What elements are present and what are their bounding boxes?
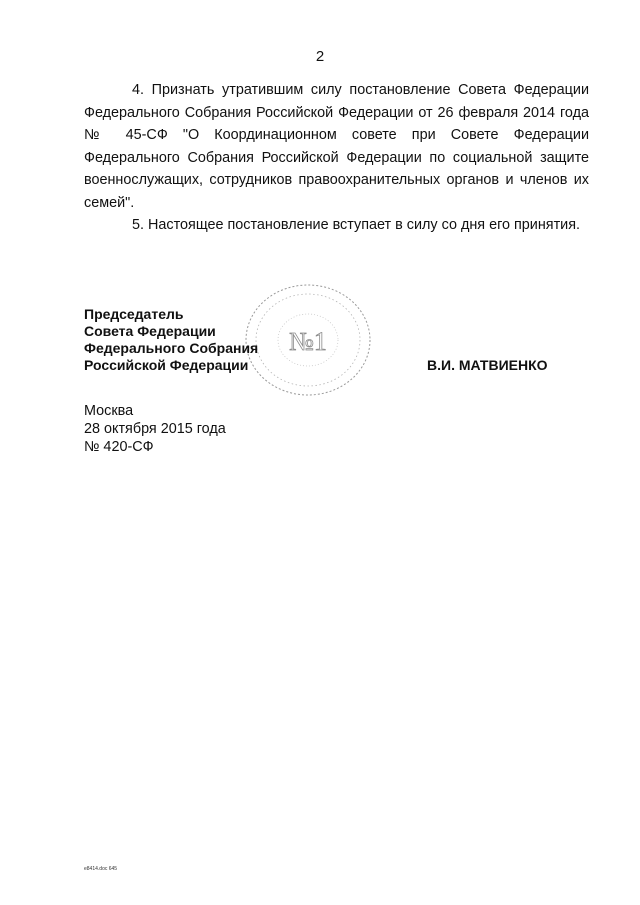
- seal-stamp: [238, 278, 378, 402]
- footer-code: e8414.doc 645: [84, 866, 118, 872]
- place-and-date: [84, 402, 226, 456]
- body-text: [84, 79, 589, 237]
- page-number: 2: [315, 48, 325, 65]
- document-number: № 420-СФ: [84, 439, 154, 455]
- signatory-position-line-1: Председатель: [84, 306, 184, 322]
- signatory-name: В.И. МАТВИЕНКО: [427, 357, 548, 373]
- signature-block: [84, 306, 258, 374]
- signatory-position-line-2: Совета Федерации: [84, 323, 216, 339]
- signatory-position-line-4: Российской Федерации: [84, 357, 249, 373]
- paragraph-5: 5. Настоящее постановление вступает в силу со дня его принятия.: [132, 217, 581, 233]
- date: 28 октября 2015 года: [84, 421, 226, 437]
- seal-number: №1: [289, 327, 327, 356]
- place: Москва: [84, 403, 134, 419]
- paragraph-4: 4. Признать утратившим силу постановление Совета Федерации Федерального Собрания Российской Федерации от 26 февраля 2014 года № 45-СФ "О Координационном совете при Совете Федерации Федерального Собрания Российской Федерации по социальной защите военнослужащих, сотрудников правоохранительных органов и членов их семей".: [84, 82, 589, 211]
- signatory-position-line-3: Федерального Собрания: [84, 340, 259, 356]
- seal-stamp-graphic: [238, 278, 378, 402]
